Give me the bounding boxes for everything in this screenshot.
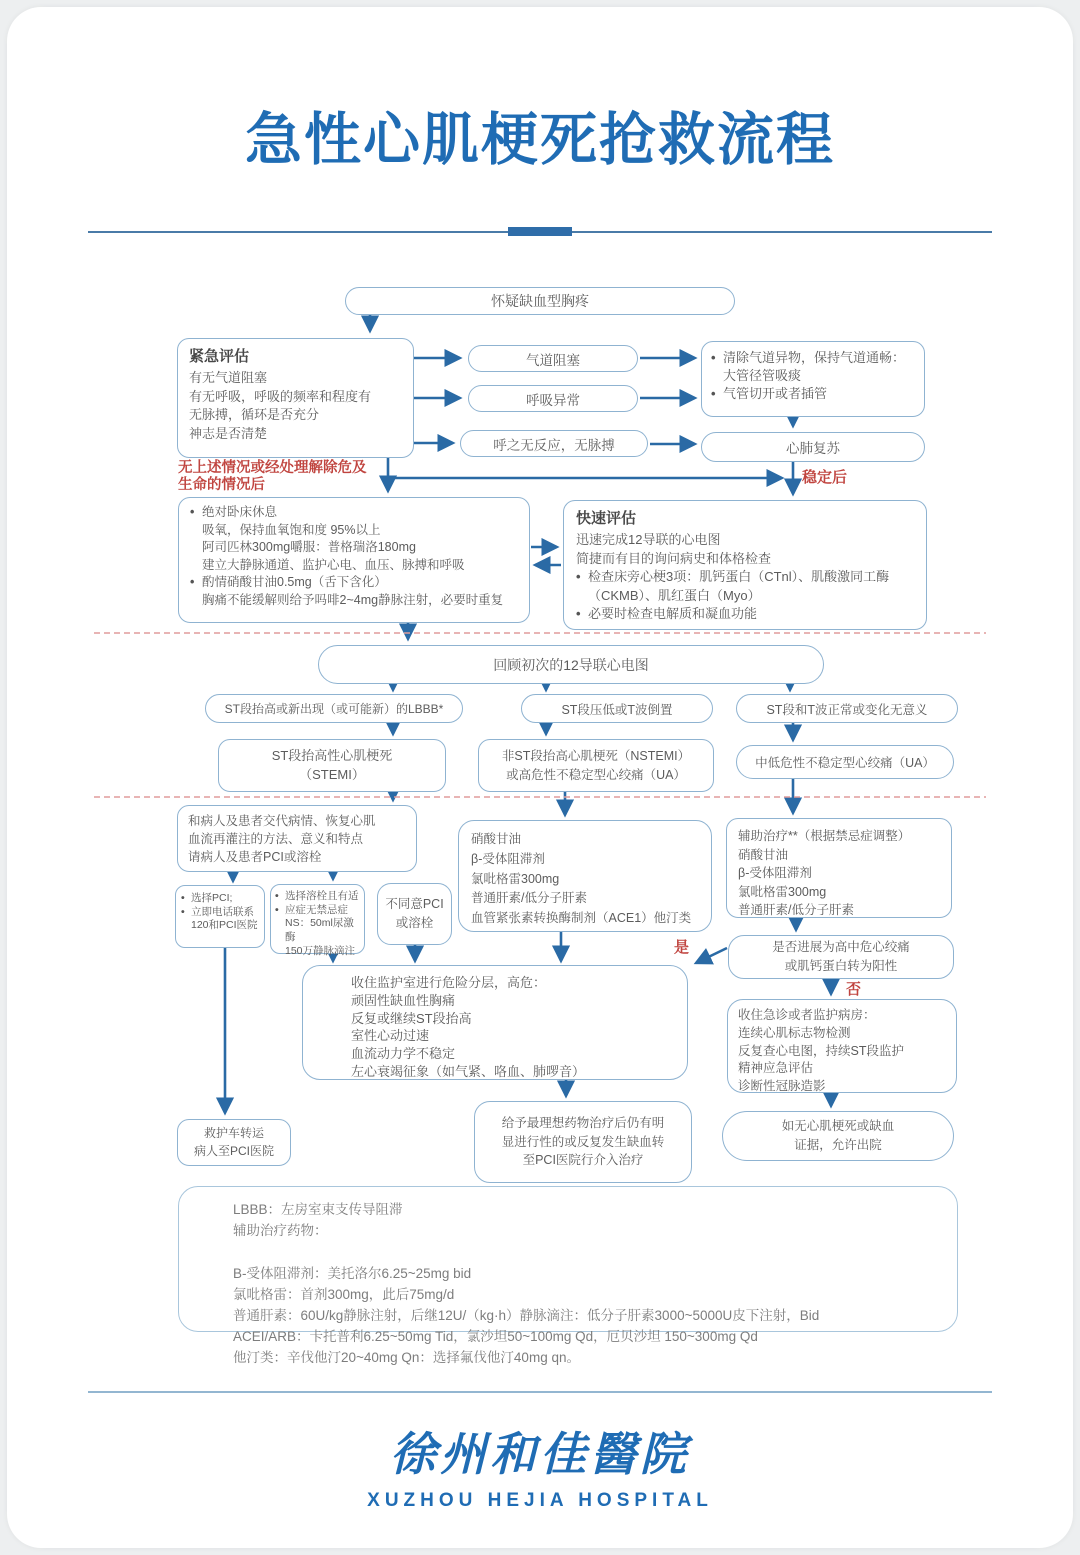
spacer (233, 1242, 939, 1264)
text-line: 吸氧，保持血氧饱和度 95%以上 (202, 522, 381, 537)
text-line: 收住监护室进行危险分层，高危： (351, 975, 547, 990)
text-line: 普通肝素/低分子肝素 (738, 903, 854, 917)
hospital-logo (0, 1418, 1080, 1512)
text-line: 血管紧张素转换酶制剂（ACE1）他汀类 (471, 911, 692, 925)
text-line: 是否进展为高中危心绞痛 (772, 940, 910, 955)
text-group (285, 904, 360, 959)
node-low-risk-ua (736, 745, 954, 779)
text-group (202, 574, 518, 609)
text-line: 或溶栓 (395, 916, 434, 930)
bullet-marker: • (181, 905, 185, 918)
text-line: 建立大静脉通道、监护心电、血压、脉搏和呼吸 (202, 557, 465, 572)
text-line: 反复或继续ST段抬高 (351, 1010, 472, 1026)
node-branch-st-elevation-lbbb (205, 694, 463, 723)
node-stemi (218, 739, 446, 792)
text-line: （STEMI） (299, 766, 365, 782)
text-line: ACEI/ARB：卡托普利6.25~50mg Tid，氯沙坦50~100mg Qd，厄贝沙坦 150~300mg Qd (233, 1328, 758, 1344)
node-choose-thrombolysis (270, 884, 365, 957)
node-label: ST段和T波正常或变化无意义 (766, 702, 928, 717)
node-title: 紧急评估 (189, 348, 250, 365)
text-line: 氯吡格雷：首剂300mg，此后75mg/d (233, 1286, 455, 1302)
node-ambulance-transfer (177, 1119, 291, 1166)
text-line: 无上述情况或经处理解除危及 (178, 460, 367, 476)
node-label: ST段抬高或新出现（或可能新）的LBBB* (224, 702, 444, 716)
node-label: 中低危性不稳定型心绞痛（UA） (755, 756, 935, 770)
bullet-row (181, 906, 259, 933)
text-line: 显进行性的或反复发生缺血转 (501, 1134, 665, 1149)
node-label: ST段压低或T波倒置 (561, 702, 673, 717)
node-quick-assessment (563, 500, 927, 630)
text-line: LBBB：左房室束支传导阻滞 (233, 1202, 403, 1217)
text-line: 酌情硝酸甘油0.5mg（舌下含化） (202, 575, 387, 589)
bullet-marker: • (275, 890, 279, 902)
node-airway-obstruction (468, 345, 638, 372)
node-explain-to-patient (177, 805, 417, 872)
text-line: 应症无禁忌症 (285, 903, 348, 916)
text-line: 氯吡格雷300mg (471, 871, 560, 886)
label-yes: 是 (674, 939, 690, 956)
text-line: 有无呼吸，呼吸的频率和程度有 (189, 388, 372, 404)
text-line: 气管切开或者插管 (723, 385, 828, 401)
text-line: 立即电话联系 (191, 905, 254, 918)
text-line: 辅助治疗**（根据禁忌症调整） (738, 829, 911, 843)
text-line: 必要时检查电解质和凝血功能 (588, 606, 758, 622)
text-group (202, 504, 518, 574)
text-line: 检查床旁心梗3项：肌钙蛋白（CTnl）、肌酸激同工酶（CKMB）、肌红蛋白（Myo） (588, 569, 890, 603)
text-line: 清除气道异物，保持气道通畅：大管径管吸痰 (723, 350, 906, 383)
text-line: 收住急诊或者监护病房： (738, 1008, 876, 1022)
node-airway-management (701, 341, 925, 417)
text-line: 硝酸甘油 (738, 847, 789, 862)
node-choose-pci (175, 885, 265, 948)
text-line: 不同意PCI (385, 897, 444, 912)
label-no-danger-condition (178, 460, 367, 495)
text-line: 硝酸甘油 (471, 832, 522, 846)
text-line: 阿司匹林300mg嚼服：普格瑞洛180mg (202, 540, 416, 554)
node-allow-discharge (722, 1111, 954, 1161)
text-line: 神志是否清楚 (189, 425, 268, 441)
bullet-row (181, 892, 259, 906)
text-line: 给予最理想药物治疗后仍有明 (501, 1115, 665, 1130)
bullet-row (711, 385, 915, 403)
bullet-marker: • (576, 569, 581, 585)
text-line: 连续心肌标志物检测 (738, 1025, 851, 1040)
node-breathing-abnormal (468, 385, 638, 412)
bullet-row (190, 574, 518, 609)
text-line: 生命的情况后 (178, 477, 265, 494)
text-line: 简捷而有目的询问病史和体格检查 (576, 550, 772, 566)
text-line: 辅助治疗药物： (233, 1222, 328, 1238)
text-line: 非ST段抬高心肌梗死（NSTEMI） (501, 748, 691, 763)
text-line: 有无气道阻塞 (189, 370, 268, 386)
node-branch-st-depression (521, 694, 713, 723)
text-line: 反复查心电图，持续ST段监护 (738, 1043, 904, 1058)
text-line: 救护车转运 (203, 1126, 264, 1141)
label-no: 否 (846, 981, 862, 998)
text-line: 血流再灌注的方法、意义和特点 (188, 831, 364, 846)
hospital-logo-chinese: 徐州和佳醫院 (390, 1427, 690, 1481)
text-line: 无脉搏，循环是否充分 (189, 407, 320, 423)
node-er-monitored-ward (727, 999, 957, 1093)
text-line: 选择溶栓且有适 (285, 890, 359, 902)
text-line: 120和PCI医院 (191, 919, 258, 932)
node-refuse-pci-thrombolysis (377, 883, 452, 945)
bullet-marker: • (190, 505, 195, 519)
text-line: 氯吡格雷300mg (738, 884, 827, 899)
node-no-response-no-pulse (460, 430, 648, 457)
node-adjunct-therapy (726, 818, 952, 918)
text-line: 诊断性冠脉造影 (738, 1079, 826, 1093)
text-line: 证据，允许出院 (794, 1138, 882, 1152)
node-cpr (701, 432, 925, 462)
node-bed-rest-treatment (178, 497, 530, 623)
page-title: 急性心肌梗死抢救流程 (245, 108, 835, 172)
text-line: β-受体阻滞剂 (738, 866, 812, 880)
node-label: 呼之无反应，无脉搏 (493, 437, 615, 453)
bullet-marker: • (190, 575, 195, 589)
text-line: 至PCI医院行介入治疗 (522, 1153, 644, 1168)
node-label: 回顾初次的12导联心电图 (493, 656, 649, 673)
text-line: β-受体阻滞剂 (471, 851, 545, 866)
bullet-row (711, 349, 915, 385)
text-line: ST段抬高性心肌梗死 (271, 747, 393, 763)
node-review-initial-ecg (318, 645, 824, 684)
node-nstemi-medication (458, 820, 712, 932)
text-line: 室性心动过速 (351, 1028, 430, 1044)
bullet-row (576, 605, 914, 623)
node-branch-normal-st (736, 694, 958, 723)
bullet-marker: • (181, 892, 185, 904)
node-suspected-ischemic-chest-pain (345, 287, 735, 315)
text-line: 精神应急评估 (738, 1061, 814, 1076)
bullet-marker: • (711, 385, 716, 401)
text-line: 迅速完成12导联的心电图 (576, 532, 721, 548)
bullet-row (190, 504, 518, 574)
bullet-marker: • (711, 350, 716, 365)
text-line: 普通肝素：60U/kg静脉注射，后继12U/（kg·h）静脉滴注：低分子肝素3000~5000U皮下注射，Bid (233, 1307, 820, 1323)
node-nstemi-ua (478, 739, 714, 792)
node-label: 呼吸异常 (526, 392, 580, 408)
text-line: B-受体阻滞剂：美托洛尔6.25~25mg bid (233, 1265, 472, 1281)
text-line: 血流动力学不稳定 (351, 1046, 456, 1062)
bullet-row (275, 890, 360, 904)
node-progression-question (728, 935, 954, 979)
text-line: 如无心肌梗死或缺血 (781, 1119, 895, 1134)
bullet-marker: • (576, 606, 581, 622)
hospital-logo-english: XUZHOU HEJIA HOSPITAL (367, 1490, 713, 1511)
node-urgent-assessment (177, 338, 414, 458)
text-line: 绝对卧床休息 (202, 505, 278, 519)
text-line: 顽固性缺血性胸痛 (351, 992, 456, 1008)
bullet-row (576, 568, 914, 605)
bullet-row (275, 904, 360, 959)
text-line: 选择PCI; (191, 892, 233, 904)
label-after-stabilization: 稳定后 (802, 469, 848, 486)
text-line: 普通肝素/低分子肝素 (471, 891, 587, 906)
node-footnotes (178, 1186, 958, 1365)
text-line: 他汀类：辛伐他汀20~40mg Qn：选择氟伐他汀40mg qn。 (233, 1349, 580, 1365)
text-line: 左心衰竭征象（如气紧、咯血、肺啰音） (351, 1063, 586, 1079)
text-line: 或肌钙蛋白转为阳性 (784, 959, 898, 973)
text-line: 或高危性不稳定型心绞痛（UA） (506, 767, 686, 782)
text-group (191, 906, 259, 933)
node-label: 心肺复苏 (786, 441, 840, 456)
text-line: 胸痛不能缓解则给予吗啡2~4mg静脉注射，必要时重复 (202, 592, 504, 607)
text-line: 和病人及患者交代病情、恢复心肌 (188, 814, 376, 828)
node-title: 快速评估 (576, 510, 637, 527)
footer-divider-line (88, 1391, 992, 1393)
bullet-marker: • (275, 903, 279, 916)
text-line: 150万静脉滴注 (285, 944, 356, 957)
text-line: 请病人及患者PCI或溶栓 (188, 849, 322, 864)
text-line: NS：50ml尿激酶 (285, 917, 354, 943)
node-label: 怀疑缺血型胸疼 (491, 293, 589, 309)
node-ideal-drug-then-pci (474, 1101, 692, 1183)
node-icu-risk-stratification (302, 965, 688, 1080)
text-line: 病人至PCI医院 (193, 1143, 274, 1158)
node-label: 气道阻塞 (526, 352, 580, 368)
